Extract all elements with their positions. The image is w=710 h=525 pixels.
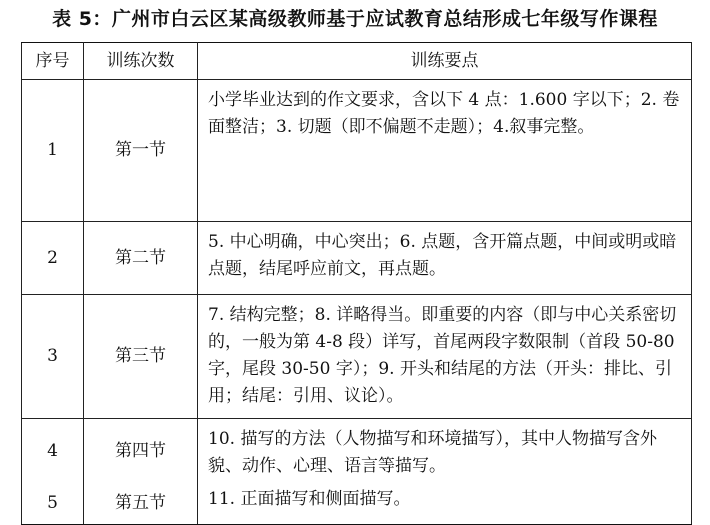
writing-course-table bbox=[21, 42, 692, 525]
header-number: 序号 bbox=[22, 43, 84, 80]
row-number: 2 bbox=[22, 222, 84, 295]
row-number: 1 bbox=[22, 80, 84, 222]
table-caption: 表 5：广州市白云区某高级教师基于应试教育总结形成七年级写作课程 bbox=[52, 8, 658, 30]
row-session: 第二节 bbox=[84, 222, 198, 295]
table-row bbox=[22, 295, 692, 419]
row-session: 第五节 bbox=[84, 484, 198, 524]
row-session: 第一节 bbox=[84, 80, 198, 222]
row-number: 3 bbox=[22, 295, 84, 419]
table-row bbox=[22, 419, 692, 485]
row-key-points: 11. 正面描写和侧面描写。 bbox=[198, 484, 692, 524]
row-number: 4 bbox=[22, 419, 84, 485]
row-session: 第四节 bbox=[84, 419, 198, 485]
row-session: 第三节 bbox=[84, 295, 198, 419]
table-row bbox=[22, 80, 692, 222]
table-row bbox=[22, 484, 692, 524]
table-header-row bbox=[22, 43, 692, 80]
header-key-points: 训练要点 bbox=[198, 43, 692, 80]
row-key-points: 10. 描写的方法（人物描写和环境描写），其中人物描写含外貌、动作、心理、语言等描写。 bbox=[198, 419, 692, 485]
row-key-points: 7. 结构完整；8. 详略得当。即重要的内容（即与中心关系密切的，一般为第 4-8 段）详写，首尾两段字数限制（首段 50-80 字，尾段 30-50 字）；9. 开头和结尾的方法（开头：排比、引用；结尾：引用、议论）。 bbox=[198, 295, 692, 419]
header-session: 训练次数 bbox=[84, 43, 198, 80]
row-key-points: 5. 中心明确，中心突出；6. 点题，含开篇点题，中间或明或暗点题，结尾呼应前文，再点题。 bbox=[198, 222, 692, 295]
row-number: 5 bbox=[22, 484, 84, 524]
table-row bbox=[22, 222, 692, 295]
row-key-points: 小学毕业达到的作文要求，含以下 4 点：1.600 字以下；2. 卷面整洁；3. 切题（即不偏题不走题）；4.叙事完整。 bbox=[198, 80, 692, 222]
